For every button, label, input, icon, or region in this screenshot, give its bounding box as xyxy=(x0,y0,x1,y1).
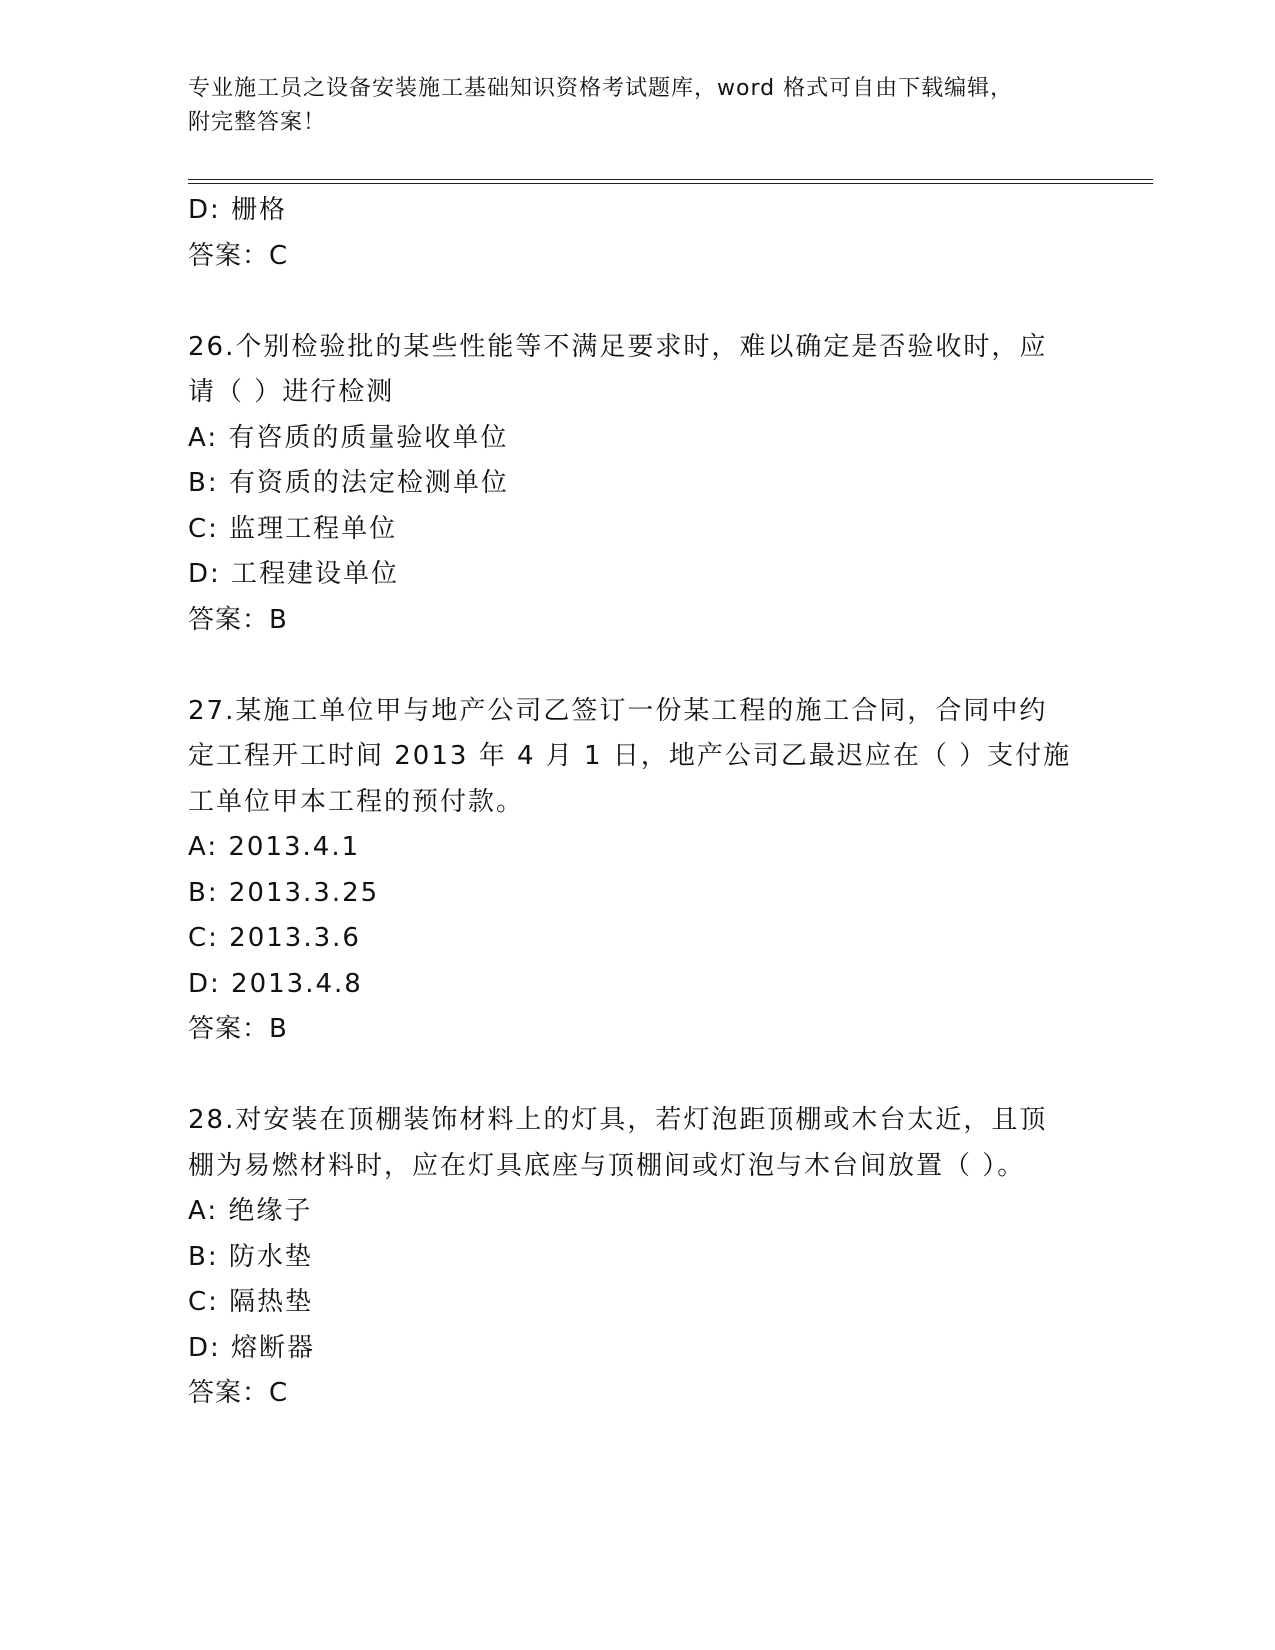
option-b: B: 防水垫 xyxy=(188,1241,313,1272)
question-text xyxy=(188,325,1088,416)
previous-question-tail xyxy=(188,188,1088,279)
option-b: B: 2013.3.25 xyxy=(188,877,380,908)
header-line-2: 附完整答案！ xyxy=(188,110,327,135)
option-d: D: 2013.4.8 xyxy=(188,968,363,999)
header-line-1: 专业施工员之设备安装施工基础知识资格考试题库，word 格式可自由下载编辑， xyxy=(188,76,1014,101)
option-a: A: 2013.4.1 xyxy=(188,832,361,862)
question-line: 26.个别检验批的某些性能等不满足要求时，难以确定是否验收时，应 xyxy=(188,331,1048,362)
question-text xyxy=(188,1098,1088,1189)
option-d: D: 栅格 xyxy=(188,195,288,225)
question-line: 请（ ）进行检测 xyxy=(188,377,395,407)
option-d: D: 工程建设单位 xyxy=(188,559,400,589)
option-b: B: 有资质的法定检测单位 xyxy=(188,468,509,498)
question-text xyxy=(188,689,1088,826)
question-27 xyxy=(188,689,1088,1053)
answer: 答案：B xyxy=(188,604,288,635)
header-divider-bottom xyxy=(188,183,1153,184)
document-header xyxy=(188,72,1068,140)
question-content xyxy=(188,188,1088,1417)
option-a: A: 有咨质的质量验收单位 xyxy=(188,422,509,453)
question-line: 28.对安装在顶棚装饰材料上的灯具，若灯泡距顶棚或木台太近，且顶 xyxy=(188,1105,1048,1135)
question-line: 定工程开工时间 2013 年 4 月 1 日，地产公司乙最迟应在（ ）支付施 xyxy=(188,741,1072,771)
option-c: C: 2013.3.6 xyxy=(188,923,361,953)
header-divider-top xyxy=(188,179,1153,180)
answer: 答案：B xyxy=(188,1014,288,1044)
answer: 答案：C xyxy=(188,1378,289,1408)
question-26 xyxy=(188,325,1088,644)
answer: 答案：C xyxy=(188,240,289,271)
option-d: D: 熔断器 xyxy=(188,1332,316,1363)
option-c: C: 监理工程单位 xyxy=(188,513,398,544)
question-line: 工单位甲本工程的预付款。 xyxy=(188,786,525,817)
question-line: 棚为易燃材料时，应在灯具底座与顶棚间或灯泡与木台间放置（ ）。 xyxy=(188,1150,1026,1181)
option-c: C: 隔热垫 xyxy=(188,1287,314,1317)
option-a: A: 绝缘子 xyxy=(188,1196,313,1226)
question-line: 27.某施工单位甲与地产公司乙签订一份某工程的施工合同，合同中约 xyxy=(188,695,1048,726)
question-28 xyxy=(188,1098,1088,1417)
